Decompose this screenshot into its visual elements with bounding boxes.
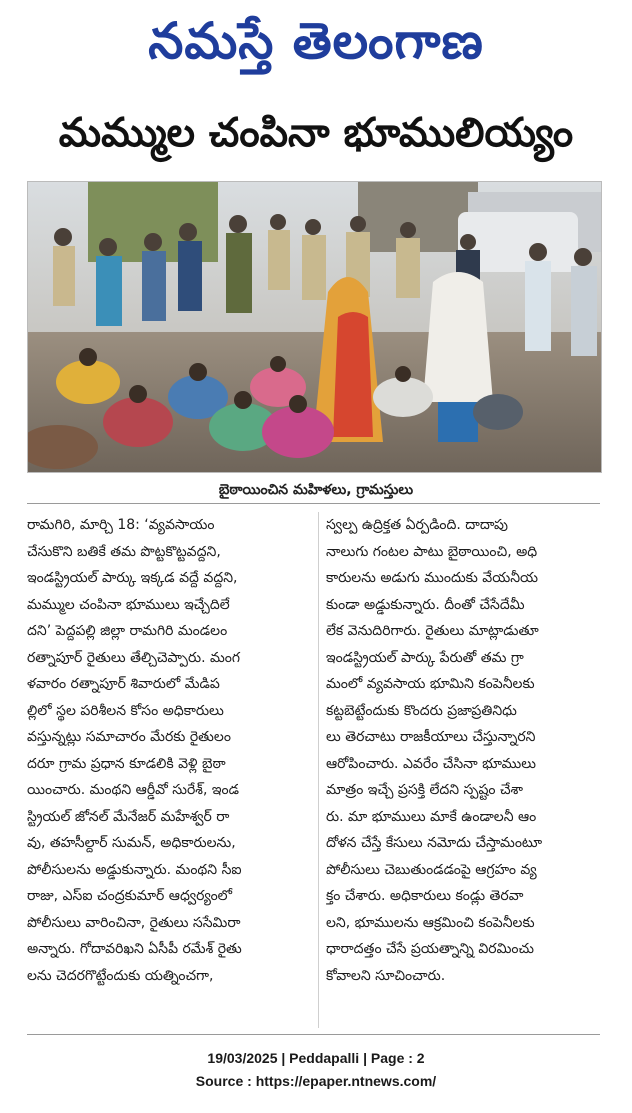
article-text-line: పోలీసులను అడ్డుకున్నారు. మంథని సీఐ	[27, 861, 242, 878]
news-photo	[27, 181, 602, 473]
article-text-line: ల్లిలో స్థల పరిశీలన కోసం అధికారులు	[27, 702, 224, 719]
article-text-line: దని’ పెద్దపల్లి జిల్లా రామగిరి మండలం	[27, 623, 228, 639]
article-text-line: మాత్రం ఇచ్చే ప్రసక్తి లేదని స్పష్టం చేశా	[326, 782, 523, 798]
article-text-line: ధారాదత్తం చేసే ప్రయత్నాన్ని విరమించు	[326, 941, 535, 957]
article-text-line: పోలీసులు వారించినా, రైతులు ససేమిరా	[27, 914, 241, 931]
article-text-line: మంలో వ్యవసాయ భూమిని కంపెనీలకు	[326, 676, 535, 692]
masthead-title: నమస్తే తెలంగాణ	[148, 12, 484, 70]
article-text-line: కారులను అడుగు ముందుకు వేయనీయ	[326, 570, 539, 586]
photo-caption	[0, 479, 632, 501]
newspaper-masthead	[0, 8, 632, 74]
article-text-line: క్తం చేశారు. అధికారులు కండ్లు తెరవా	[326, 888, 524, 904]
article-text-line: వు, తహసీల్దార్ సుమన్, అధికారులను,	[27, 835, 236, 851]
article-text-line: వస్తున్నట్లు సమాచారం మేరకు రైతులం	[27, 729, 231, 745]
photo-caption-text: బైఠాయించిన మహిళలు, గ్రామస్తులు	[218, 482, 414, 498]
article-headline	[0, 100, 632, 166]
article-text-line: కోవాలని సూచించారు.	[326, 967, 446, 984]
article-text-line: రామగిరి, మార్చి 18: ‘వ్యవసాయం	[27, 517, 215, 533]
article-column-left	[27, 512, 312, 989]
article-text-line: ఇండస్ట్రియల్ పార్కు పేరుతో తమ గ్రా	[326, 649, 524, 666]
footer-source: Source : https://epaper.ntnews.com/	[195, 1073, 437, 1089]
article-text-line: పోలీసులు చెబుతుండడంపై ఆగ్రహం వ్య	[326, 861, 537, 878]
article-text-line: స్వల్ప ఉద్రిక్తత ఏర్పడింది. దాదాపు	[326, 517, 508, 533]
article-text-line: లేక వెనుదిరిగారు. రైతులు మాట్లాడుతూ	[326, 623, 539, 639]
article-text-line: కట్టబెట్టేందుకు కొందరు ప్రజాప్రతినిధు	[326, 702, 517, 719]
article-column-right	[326, 512, 601, 989]
article-text-line: మమ్ముల చంపినా భూములు ఇచ్చేదిలే	[27, 596, 230, 613]
article-text-line: రు. మా భూములు మాకే ఉండాలనీ ఆం	[326, 808, 537, 825]
caption-divider	[27, 503, 600, 504]
article-text-line: రాజు, ఎస్ఐ చంద్రకుమార్ ఆధ్వర్యంలో	[27, 888, 233, 904]
article-text-line: లు తెరచాటు రాజకీయాలు చేస్తున్నారని	[326, 729, 536, 745]
article-text-line: లని, భూములను ఆక్రమించి కంపెనీలకు	[326, 914, 535, 931]
article-text-line: లను చెదరగొట్టేందుకు యత్నించగా,	[27, 967, 214, 984]
article-text-line: నాలుగు గంటల పాటు బైఠాయించి, అధి	[326, 543, 538, 560]
footer-dateline: 19/03/2025 | Peddapalli | Page : 2	[207, 1050, 425, 1066]
protest-photo-illustration	[28, 182, 601, 472]
article-text-line: ళవారం రత్నాపూర్ శివారులో మేడిప	[27, 676, 220, 692]
article-text-line: దోళన చేస్తే కేసులు నమోదు చేస్తామంటూ	[326, 835, 543, 851]
headline-text: మమ్ముల చంపినా భూములియ్యం	[58, 110, 574, 156]
article-text-line: ఇండస్ట్రియల్ పార్కు ఇక్కడ వద్దే వద్దని,	[27, 570, 238, 586]
article-text-line: చేసుకొని బతికే తమ పొట్టకొట్టవద్దని,	[27, 543, 221, 560]
article-text-line: ఆరోపించారు. ఎవరేం చేసినా భూములు	[326, 755, 537, 772]
article-text-line: దరూ గ్రామ ప్రధాన కూడలికి వెళ్లి బైఠా	[27, 755, 226, 772]
article-text-line: రత్నాపూర్ రైతులు తేల్చిచెప్పారు. మంగ	[27, 649, 241, 666]
article-text-line: యించారు. మంథని ఆర్డీవో సురేశ్, ఇండ	[27, 782, 239, 798]
column-divider	[318, 512, 319, 1028]
article-text-line: కుండా అడ్డుకున్నారు. దీంతో చేసేదేమీ	[326, 596, 525, 613]
article-text-line: అన్నారు. గోదావరిఖని ఏసీపీ రమేశ్ రైతు	[27, 941, 242, 957]
footer-divider	[27, 1034, 600, 1035]
article-text-line: స్ట్రియల్ జోనల్ మేనేజర్ మహేశ్వర్ రా	[27, 808, 230, 825]
